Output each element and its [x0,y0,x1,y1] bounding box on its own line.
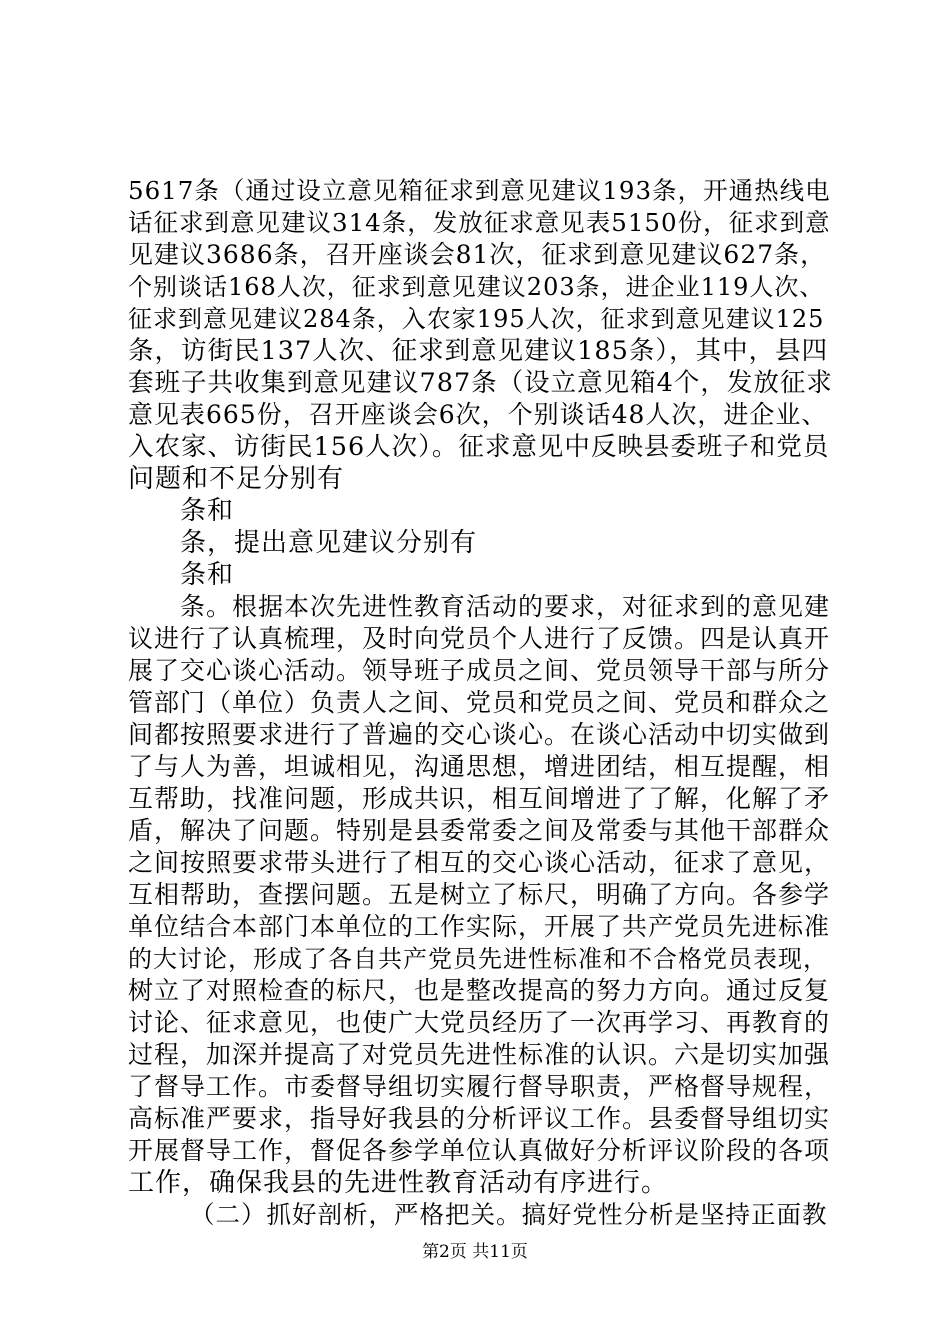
text-line: 的大讨论，形成了各自共产党员先进性标准和不合格党员表现， [128,945,828,973]
text-line: 互帮助，找准问题，形成共识，相互间增进了了解，化解了矛 [128,784,831,813]
text-line: 条和 [180,560,235,590]
text-line: 之间按照要求带头进行了相互的交心谈心活动，征求了意见， [128,848,831,877]
text-line: 条，提出意见建议分别有 [180,528,478,558]
text-line: 话征求到意见建议314条，发放征求意见表5150份，征求到意 [128,208,831,237]
text-line: 开展督导工作，督促各参学单位认真做好分析评议阶段的各项 [128,1136,831,1165]
text-line: 套班子共收集到意见建议787条（设立意见箱4个，发放征求 [128,368,833,398]
text-line: 条。根据本次先进性教育活动的要求，对征求到的意见建 [180,592,831,621]
text-line: 展了交心谈心活动。领导班子成员之间、党员领导干部与所分 [128,656,831,685]
text-line: 管部门（单位）负责人之间、党员和党员之间、党员和群众之 [128,688,831,717]
text-line: 个别谈话168人次，征求到意见建议203条，进企业119人次、 [128,273,825,301]
text-line: 了与人为善，坦诚相见，沟通思想，增进团结，相互提醒，相 [128,752,831,781]
text-line: 了督导工作。市委督导组切实履行督导职责，严格督导规程， [128,1072,831,1101]
text-line: 5617条（通过设立意见箱征求到意见建议193条，开通热线电 [128,176,831,205]
text-line: （二）抓好剖析，严格把关。搞好党性分析是坚持正面教 [190,1200,828,1229]
text-line: 见建议3686条，召开座谈会81次，征求到意见建议627条， [128,240,827,269]
text-line: 条，访街民137人次、征求到意见建议185条），其中，县四 [128,336,829,366]
text-line: 议进行了认真梳理，及时向党员个人进行了反馈。四是认真开 [128,624,831,653]
text-line: 间都按照要求进行了普遍的交心谈心。在谈心活动中切实做到 [128,720,831,749]
text-line: 盾，解决了问题。特别是县委常委之间及常委与其他干部群众 [128,816,831,845]
text-line: 讨论、征求意见，也使广大党员经历了一次再学习、再教育的 [128,1008,831,1037]
text-line: 问题和不足分别有 [128,464,345,494]
text-line: 征求到意见建议284条，入农家195人次，征求到意见建议125 [128,305,825,333]
page-footer: 第2页 共11页 [422,1242,528,1262]
text-line: 工作，确保我县的先进性教育活动有序进行。 [128,1168,669,1198]
text-line: 互相帮助，查摆问题。五是树立了标尺，明确了方向。各参学 [128,880,831,909]
text-line: 树立了对照检查的标尺，也是整改提高的努力方向。通过反复 [128,976,831,1005]
text-line: 过程，加深并提高了对党员先进性标准的认识。六是切实加强 [128,1040,831,1069]
text-line: 意见表665份，召开座谈会6次，个别谈话48人次，进企业、 [128,400,828,429]
text-line: 入农家、访街民156人次）。征求意见中反映县委班子和党员 [128,432,830,462]
text-line: 单位结合本部门本单位的工作实际，开展了共产党员先进标准 [128,912,831,941]
text-line: 高标准严要求，指导好我县的分析评议工作。县委督导组切实 [128,1104,831,1133]
text-line: 条和 [180,496,235,526]
